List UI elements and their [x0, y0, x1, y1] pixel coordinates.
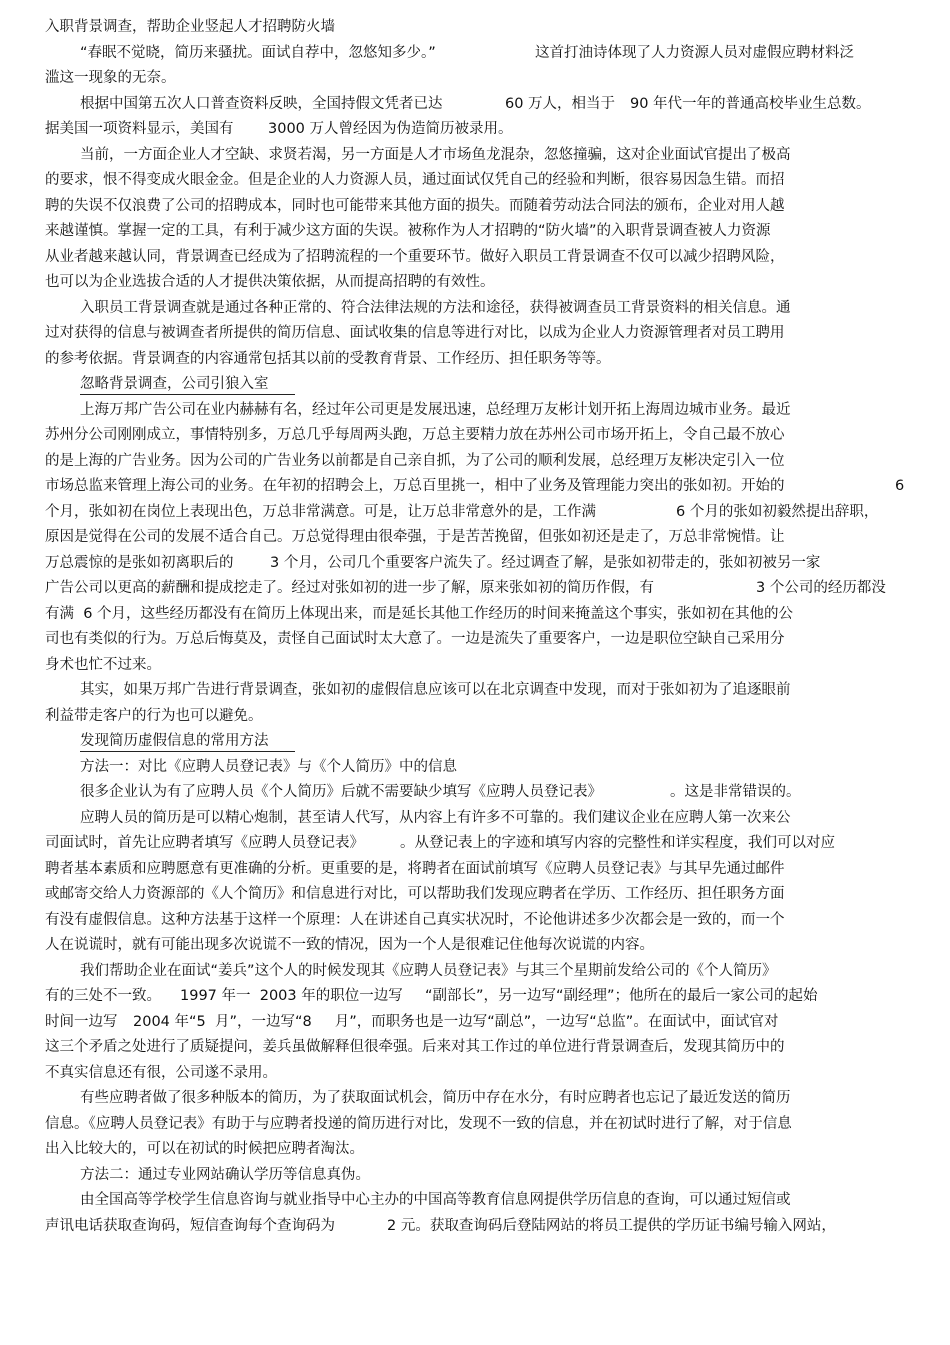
- text-line: 当前，一方面企业人才空缺、求贤若渴，另一方面是人才市场鱼龙混杂，忽悠撞骗，这对企业面试官提出了极高: [80, 147, 791, 163]
- text-line: 。这是非常错误的。: [670, 784, 801, 800]
- text-line: 应聘人员的简历是可以精心炮制，甚至请人代写，从内容上有许多不可靠的。我们建议企业在应聘人第一次来公: [80, 810, 791, 826]
- text-line: 有些应聘者做了很多种版本的简历，为了获取面试机会，简历中存在水分，有时应聘者也忘记了最近发送的简历: [80, 1090, 791, 1106]
- text-line: 人在说谎时，就有可能出现多次说谎不一致的情况，因为一个人是很难记住他每次说谎的内容。: [45, 937, 654, 953]
- text-line: 万总震惊的是张如初离职后的: [45, 555, 234, 571]
- text-line: 的是上海的广告业务。因为公司的广告业务以前都是自己亲自抓，为了公司的顺利发展，总经理万友彬决定引入一位: [45, 453, 785, 469]
- text-line: 60 万人，相当于: [505, 96, 616, 112]
- text-line: 有的三处不一致。: [45, 988, 161, 1004]
- text-line: 有没有虚假信息。这种方法基于这样一个原理：人在讲述自己真实状况时，不论他讲述多少次都会是一致的，而一个: [45, 912, 785, 928]
- text-line: 利益带走客户的行为也可以避免。: [45, 708, 263, 724]
- text-line: 据美国一项资料显示，美国有: [45, 121, 234, 137]
- text-line: 原因是觉得在公司的发展不适合自己。万总觉得理由很牵强，于是苦苦挽留，但张如初还是走了，万总非常惋惜。让: [45, 529, 785, 545]
- text-line: 苏州分公司刚刚成立，事情特别多，万总几乎每周两头跑，万总主要精力放在苏州公司市场开拓上，令自己最不放心: [45, 427, 785, 443]
- text-line: 聘的失误不仅浪费了公司的招聘成本，同时也可能带来其他方面的损失。而随着劳动法合同法的颁布，企业对用人越: [45, 198, 785, 214]
- text-line: 1997 年一 2003 年的职位一边写: [180, 988, 403, 1004]
- text-line: 其实，如果万邦广告进行背景调查，张如初的虚假信息应该可以在北京调查中发现，而对于张如初为了追逐眼前: [80, 682, 791, 698]
- text-line: 时间一边写: [45, 1014, 118, 1030]
- text-line: 声讯电话获取查询码，短信查询每个查询码为: [45, 1218, 335, 1234]
- text-line: 出入比较大的，可以在初试的时候把应聘者淘汰。: [45, 1141, 364, 1157]
- text-line: 或邮寄交给人力资源部的《人个简历》和信息进行对比，可以帮助我们发现应聘者在学历、工作经历、担任职务方面: [45, 886, 785, 902]
- text-line: 6 个月的张如初毅然提出辞职，: [676, 504, 879, 520]
- text-line: 过对获得的信息与被调查者所提供的简历信息、面试收集的信息等进行对比，以成为企业人力资源管理者对员工聘用: [45, 325, 785, 341]
- section-heading: 忽略背景调查，公司引狼入室: [80, 377, 295, 395]
- text-line: 身术也忙不过来。: [45, 657, 161, 673]
- text-line: 入职背景调查，帮助企业竖起人才招聘防火墙: [45, 19, 335, 35]
- text-line: 这三个矛盾之处进行了质疑提问，姜兵虽做解释但很牵强。后来对其工作过的单位进行背景调查后，发现其简历中的: [45, 1039, 785, 1055]
- text-line: 很多企业认为有了应聘人员《个人简历》后就不需要缺少填写《应聘人员登记表》: [80, 784, 602, 800]
- text-line: 这首打油诗体现了人力资源人员对虚假应聘材料泛: [535, 45, 854, 61]
- text-line: 由全国高等学校学生信息咨询与就业指导中心主办的中国高等教育信息网提供学历信息的查询，可以通过短信或: [80, 1192, 791, 1208]
- text-line: 从业者越来越认同，背景调查已经成为了招聘流程的一个重要环节。做好入职员工背景调查不仅可以减少招聘风险，: [45, 249, 785, 265]
- text-line: 市场总监来管理上海公司的业务。在年初的招聘会上，万总百里挑一，相中了业务及管理能力突出的张如初。开始的: [45, 478, 785, 494]
- text-line: 3 个月，公司几个重要客户流失了。经过调查了解，是张如初带走的，张如初被另一家: [270, 555, 821, 571]
- text-line: 3 个公司的经历都没: [756, 580, 886, 596]
- text-line: 不真实信息还有很，公司遂不录用。: [45, 1065, 277, 1081]
- text-line: 根据中国第五次人口普查资料反映，全国持假文凭者已达: [80, 96, 443, 112]
- section-heading: 发现简历虚假信息的常用方法: [80, 734, 295, 752]
- text-line: 聘者基本素质和应聘愿意有更准确的分析。更重要的是，将聘者在面试前填写《应聘人员登记表》与其早先通过邮件: [45, 861, 785, 877]
- text-line: 个月，张如初在岗位上表现出色，万总非常满意。可是，让万总非常意外的是，工作满: [45, 504, 596, 520]
- text-line: 2004 年“5 月”，一边写“8 月”，而职务也是一边写“副总”，一边写“总监”。在面试中，面试官对: [133, 1014, 779, 1030]
- text-line: 有满 6 个月，这些经历都没有在简历上体现出来，而是延长其他工作经历的时间来掩盖这个事实，张如初在其他的公: [45, 606, 794, 622]
- text-line: 来越谨慎。掌握一定的工具，有利于减少这方面的失误。被称作为人才招聘的“防火墙”的入职背景调查被人力资源: [45, 223, 771, 239]
- text-line: 我们帮助企业在面试“姜兵”这个人的时候发现其《应聘人员登记表》与其三个星期前发给公司的《个人简历》: [80, 963, 777, 979]
- text-line: 3000 万人曾经因为伪造简历被录用。: [268, 121, 513, 137]
- text-line: 的要求，恨不得变成火眼金金。但是企业的人力资源人员，通过面试仅凭自己的经验和判断，很容易因急生错。而招: [45, 172, 785, 188]
- text-line: 2 元。获取查询码后登陆网站的将员工提供的学历证书编号输入网站，: [387, 1218, 836, 1234]
- text-line: “副部长”，另一边写“副经理”；他所在的最后一家公司的起始: [425, 988, 818, 1004]
- text-line: 6: [895, 478, 905, 494]
- text-line: 方法一：对比《应聘人员登记表》与《个人简历》中的信息: [80, 759, 457, 775]
- text-line: 司也有类似的行为。万总后悔莫及，责怪自己面试时太大意了。一边是流失了重要客户，一边是职位空缺自己采用分: [45, 631, 785, 647]
- text-line: 信息。《应聘人员登记表》有助于与应聘者投递的简历进行对比，发现不一致的信息，并在初试时进行了解，对于信息: [45, 1116, 792, 1132]
- text-line: 的参考依据。背景调查的内容通常包括其以前的受教育背景、工作经历、担任职务等等。: [45, 351, 611, 367]
- text-line: 入职员工背景调查就是通过各种正常的、符合法律法规的方法和途径，获得被调查员工背景资料的相关信息。通: [80, 300, 791, 316]
- text-line: 广告公司以更高的薪酬和提成挖走了。经过对张如初的进一步了解，原来张如初的简历作假，有: [45, 580, 654, 596]
- text-line: 司面试时，首先让应聘者填写《应聘人员登记表》: [45, 835, 364, 851]
- text-line: 也可以为企业选拔合适的人才提供决策依据，从而提高招聘的有效性。: [45, 274, 495, 290]
- text-line: 滥这一现象的无奈。: [45, 70, 176, 86]
- text-line: 90 年代一年的普通高校毕业生总数。: [630, 96, 871, 112]
- text-line: 上海万邦广告公司在业内赫赫有名，经过年公司更是发展迅速，总经理万友彬计划开拓上海周边城市业务。最近: [80, 402, 791, 418]
- text-line: 。从登记表上的字迹和填写内容的完整性和详实程度，我们可以对应: [400, 835, 835, 851]
- text-line: “春眠不觉晓，简历来骚扰。面试自荐中，忽悠知多少。”: [80, 45, 436, 61]
- text-line: 方法二：通过专业网站确认学历等信息真伪。: [80, 1167, 370, 1183]
